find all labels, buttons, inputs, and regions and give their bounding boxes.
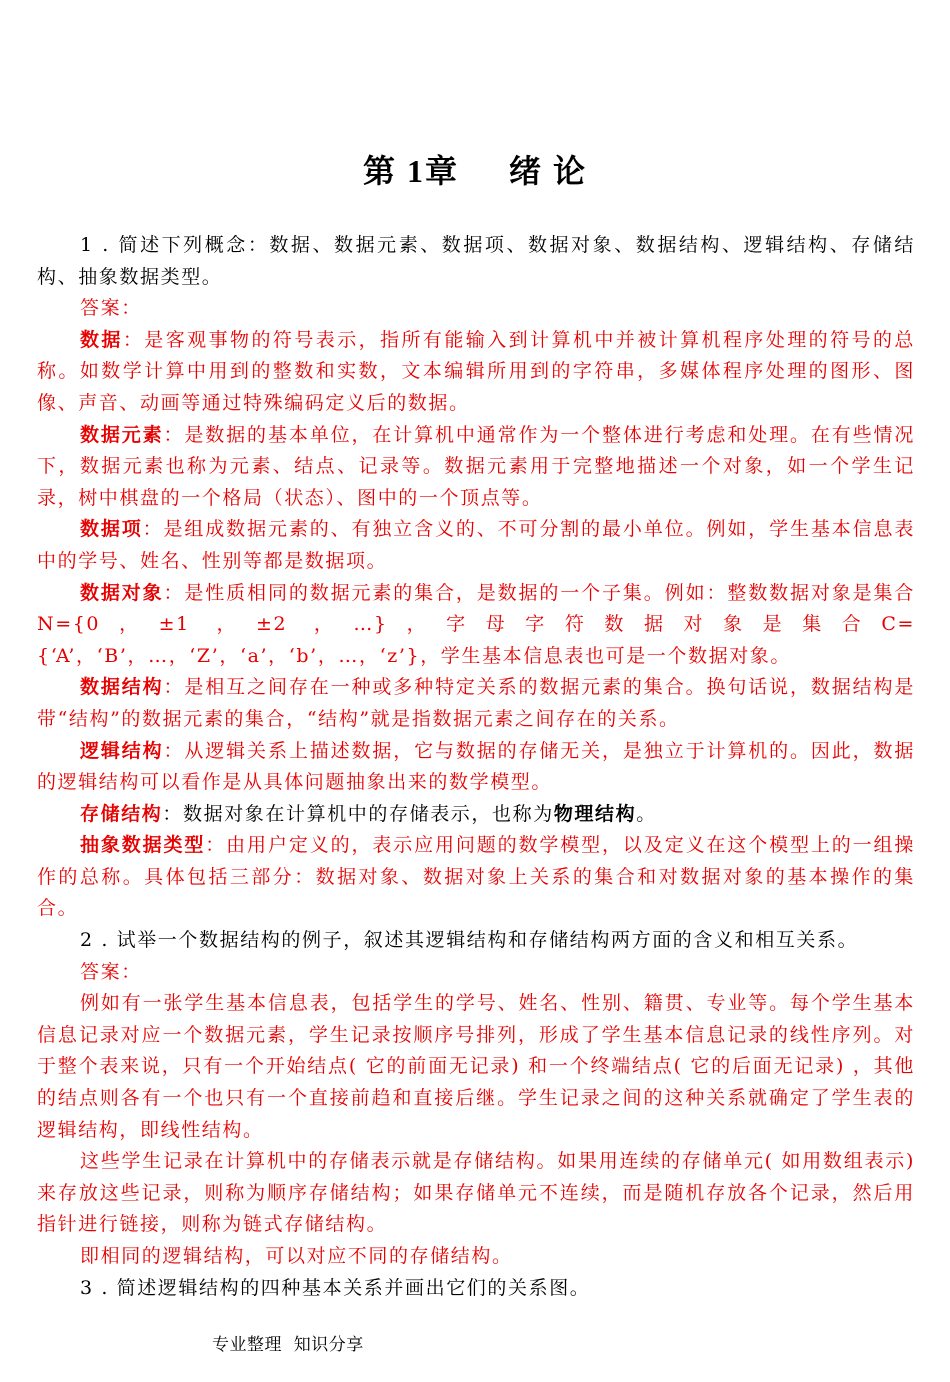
term-adt: 抽象数据类型	[80, 834, 206, 857]
definition-data-structure: 数据结构：是相互之间存在一种或多种特定关系的数据元素的集合。换句话说，数据结构是带“结构”的数据元素的集合，“结构”就是指数据元素之间存在的关系。	[37, 676, 915, 730]
term-data-element: 数据元素	[80, 423, 164, 446]
term-logical-structure: 逻辑结构	[80, 739, 164, 762]
answer-2-paragraph: 这些学生记录在计算机中的存储表示就是存储结构。如果用连续的存储单元( 如用数组表示) 来存放这些记录，则称为顺序存储结构；如果存储单元不连续，而是随机存放各个记录，然后用指针进行链接，则称为链式存储结构。	[37, 1150, 915, 1236]
definition-data-element: 数据元素：是数据的基本单位，在计算机中通常作为一个整体进行考虑和处理。在有些情况下，数据元素也称为元素、结点、记录等。数据元素用于完整地描述一个对象，如一个学生记录，树中棋盘的一个格局（状态）、图中的一个顶点等。	[37, 423, 915, 509]
answer-label-2: 答案：	[80, 960, 142, 983]
definition-data-item: 数据项：是组成数据元素的、有独立含义的、不可分割的最小单位。例如，学生基本信息表中的学号、姓名、性别等都是数据项。	[37, 518, 915, 572]
question-3: 3 . 简述逻辑结构的四种基本关系并画出它们的关系图。	[80, 1276, 591, 1299]
term-data-structure: 数据结构	[80, 676, 164, 699]
definition-storage-structure: 存储结构：数据对象在计算机中的存储表示，也称为物理结构。	[80, 802, 657, 825]
chapter-title: 第 1章 绪 论	[362, 153, 587, 189]
definition-data-object: 数据对象：是性质相同的数据元素的集合，是数据的一个子集。例如：整数数据对象是集合N={0，±1 ，±2 ，…}，字母字符数据对象是集合C={‘A’，‘B’，…，‘Z’，‘a’，‘b’，…，‘z’}，学生基本信息表也可是一个数据对象。	[37, 581, 915, 667]
question-1: 1 . 简述下列概念：数据、数据元素、数据项、数据对象、数据结构、逻辑结构、存储结构、抽象数据类型。	[37, 234, 915, 288]
definition-adt: 抽象数据类型：由用户定义的，表示应用问题的数学模型，以及定义在这个模型上的一组操作的总称。具体包括三部分：数据对象、数据对象上关系的集合和对数据对象的基本操作的集合。	[37, 834, 915, 920]
definition-logical-structure: 逻辑结构：从逻辑关系上描述数据，它与数据的存储无关，是独立于计算机的。因此，数据的逻辑结构可以看作是从具体问题抽象出来的数学模型。	[37, 739, 915, 794]
document-body	[37, 230, 915, 1304]
term-data-item: 数据项	[80, 518, 143, 541]
term-data-object: 数据对象	[80, 581, 164, 604]
page-footer: 专业整理 知识分享	[212, 1335, 364, 1355]
answer-label-1: 答案：	[80, 297, 142, 320]
question-2: 2 . 试举一个数据结构的例子，叙述其逻辑结构和存储结构两方面的含义和相互关系。	[80, 929, 859, 952]
term-data: 数据	[80, 328, 123, 351]
answer-2-paragraph: 即相同的逻辑结构，可以对应不同的存储结构。	[80, 1245, 513, 1267]
term-physical-structure: 物理结构	[553, 802, 637, 825]
term-storage-structure: 存储结构	[80, 802, 163, 825]
answer-2-paragraph: 例如有一张学生基本信息表，包括学生的学号、姓名、性别、籍贯、专业等。每个学生基本信息记录对应一个数据元素，学生记录按顺序号排列，形成了学生基本信息记录的线性序列。对于整个表来说，只有一个开始结点( 它的前面无记录) 和一个终端结点( 它的后面无记录) ，其他的结点则各有一个也只有一个直接前趋和直接后继。学生记录之间的这种关系就确定了学生表的逻辑结构，即线性结构。	[37, 992, 915, 1141]
definition-data: 数据：是客观事物的符号表示，指所有能输入到计算机中并被计算机程序处理的符号的总称。如数学计算中用到的整数和实数，文本编辑所用到的字符串，多媒体程序处理的图形、图像、声音、动画等通过特殊编码定义后的数据。	[37, 328, 916, 414]
